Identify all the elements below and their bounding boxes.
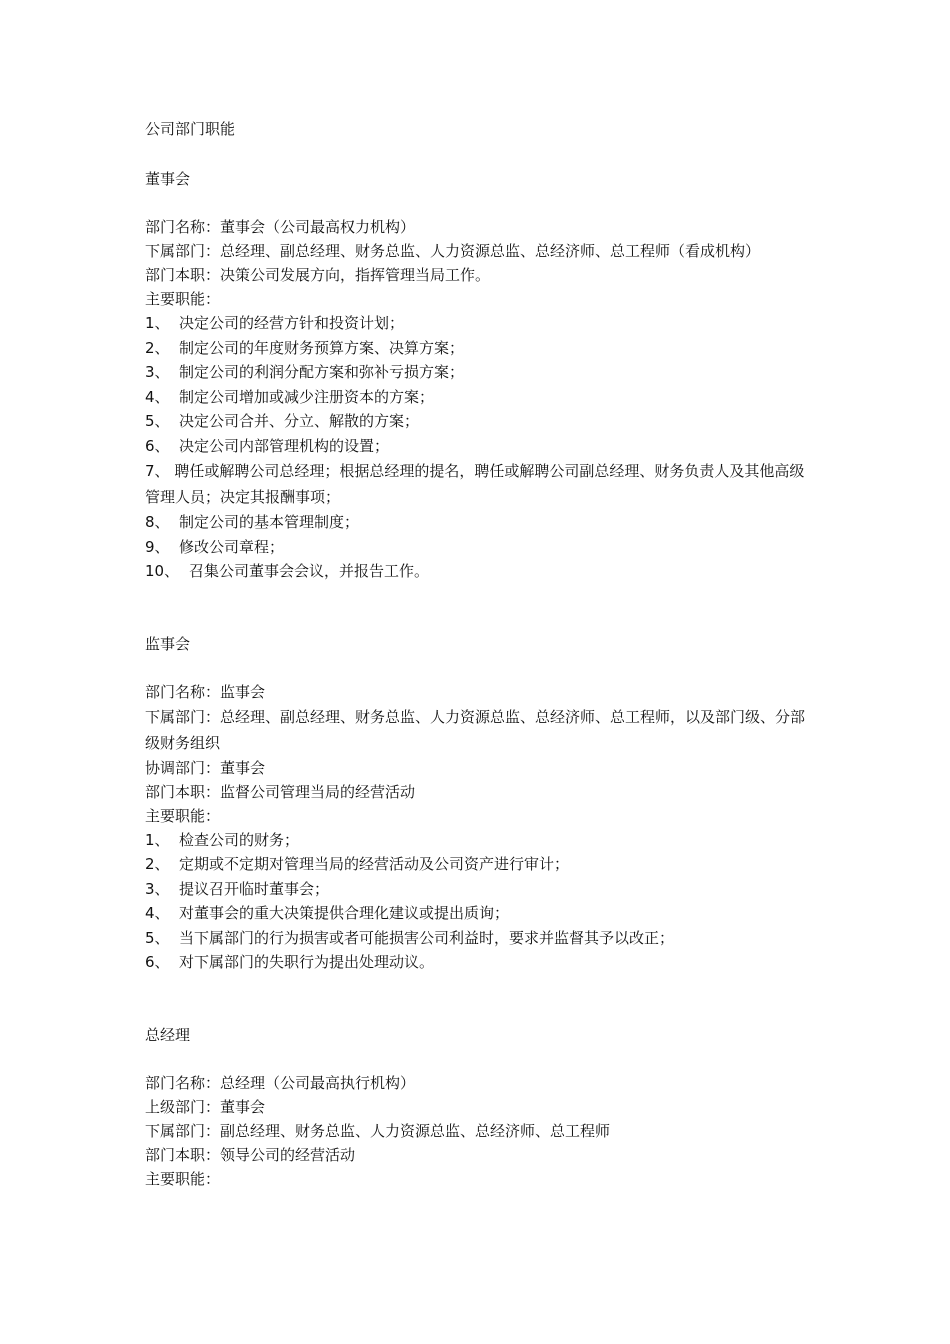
item-number: 2、 <box>145 855 170 873</box>
spacer <box>145 191 815 215</box>
function-list <box>145 311 815 584</box>
item-text: 制定公司的年度财务预算方案、决算方案； <box>179 338 465 357</box>
coordinating-dept-line: 协调部门：董事会 <box>145 758 266 777</box>
list-item <box>145 336 815 361</box>
item-text: 提议召开临时董事会； <box>179 879 330 898</box>
list-item <box>145 385 815 410</box>
list-item <box>145 311 815 336</box>
main-functions-label: 主要职能： <box>145 1169 221 1188</box>
item-text: 对下属部门的失职行为提出处理动议。 <box>179 953 435 971</box>
dept-name-line: 部门名称：董事会（公司最高权力机构） <box>145 218 416 236</box>
item-number: 10、 <box>145 562 180 580</box>
superior-dept-line: 上级部门：董事会 <box>145 1097 266 1116</box>
item-number: 5、 <box>145 412 170 430</box>
dept-duty-line: 部门本职：监督公司管理当局的经营活动 <box>145 782 416 801</box>
list-item <box>145 409 815 434</box>
document-title: 公司部门职能 <box>145 120 236 138</box>
item-number: 1、 <box>145 314 170 332</box>
item-text: 修改公司章程； <box>179 537 285 556</box>
item-number: 8、 <box>145 513 170 531</box>
section-general-manager <box>145 1023 815 1191</box>
item-number: 4、 <box>145 387 170 406</box>
item-number: 7、 <box>145 462 170 480</box>
item-number: 6、 <box>145 953 170 971</box>
item-number: 4、 <box>145 904 170 922</box>
item-text: 决定公司的经营方针和投资计划； <box>179 314 405 332</box>
section-heading: 监事会 <box>145 634 191 653</box>
spacer <box>145 1047 815 1071</box>
spacer <box>145 656 815 680</box>
item-text: 定期或不定期对管理当局的经营活动及公司资产进行审计； <box>179 855 570 873</box>
spacer <box>145 584 815 632</box>
spacer <box>145 141 815 167</box>
list-item <box>145 852 815 877</box>
item-number: 6、 <box>145 436 170 455</box>
list-item <box>145 434 815 459</box>
item-text: 对董事会的重大决策提供合理化建议或提出质询； <box>179 904 510 922</box>
item-number: 2、 <box>145 338 170 357</box>
item-text: 制定公司的利润分配方案和弥补亏损方案； <box>179 363 465 381</box>
list-item <box>145 828 815 853</box>
list-item <box>145 950 815 975</box>
list-item <box>145 535 815 560</box>
dept-duty-line: 部门本职：决策公司发展方向，指挥管理当局工作。 <box>145 266 491 284</box>
item-text: 检查公司的财务； <box>179 830 300 849</box>
list-item <box>145 901 815 926</box>
list-item <box>145 559 815 584</box>
subordinate-depts-line: 下属部门：总经理、副总经理、财务总监、人力资源总监、总经济师、总工程师，以及部门级、分部级财务组织 <box>145 707 806 752</box>
main-functions-label: 主要职能： <box>145 290 221 308</box>
item-number: 5、 <box>145 928 170 947</box>
section-board-of-directors <box>145 167 815 584</box>
list-item <box>145 458 815 510</box>
list-item <box>145 926 815 951</box>
item-number: 1、 <box>145 830 170 849</box>
item-text: 决定公司内部管理机构的设置； <box>179 436 390 455</box>
section-supervisory-board <box>145 632 815 975</box>
list-item <box>145 510 815 535</box>
dept-duty-line: 部门本职：领导公司的经营活动 <box>145 1145 356 1164</box>
subordinate-depts-line: 下属部门：副总经理、财务总监、人力资源总监、总经济师、总工程师 <box>145 1121 611 1140</box>
item-number: 3、 <box>145 363 170 381</box>
document-body <box>145 117 815 1191</box>
section-heading: 董事会 <box>145 170 191 188</box>
item-text: 决定公司合并、分立、解散的方案； <box>179 412 420 430</box>
section-heading: 总经理 <box>145 1025 191 1044</box>
item-text: 制定公司增加或减少注册资本的方案； <box>179 387 435 406</box>
list-item <box>145 877 815 902</box>
item-text: 当下属部门的行为损害或者可能损害公司利益时，要求并监督其予以改正； <box>179 928 675 947</box>
dept-name-line: 部门名称：总经理（公司最高执行机构） <box>145 1073 416 1092</box>
list-item <box>145 360 815 385</box>
function-list <box>145 828 815 975</box>
subordinate-depts-line: 下属部门：总经理、副总经理、财务总监、人力资源总监、总经济师、总工程师（看成机构） <box>145 242 761 260</box>
item-number: 3、 <box>145 879 170 898</box>
item-text: 制定公司的基本管理制度； <box>179 513 360 531</box>
item-text: 召集公司董事会会议，并报告工作。 <box>189 562 430 580</box>
item-text: 聘任或解聘公司总经理；根据总经理的提名，聘任或解聘公司副总经理、财务负责人及其他高级管理人员；决定其报酬事项； <box>145 462 805 506</box>
spacer <box>145 975 815 1023</box>
dept-name-line: 部门名称：监事会 <box>145 682 266 701</box>
main-functions-label: 主要职能： <box>145 806 221 825</box>
item-number: 9、 <box>145 537 170 556</box>
